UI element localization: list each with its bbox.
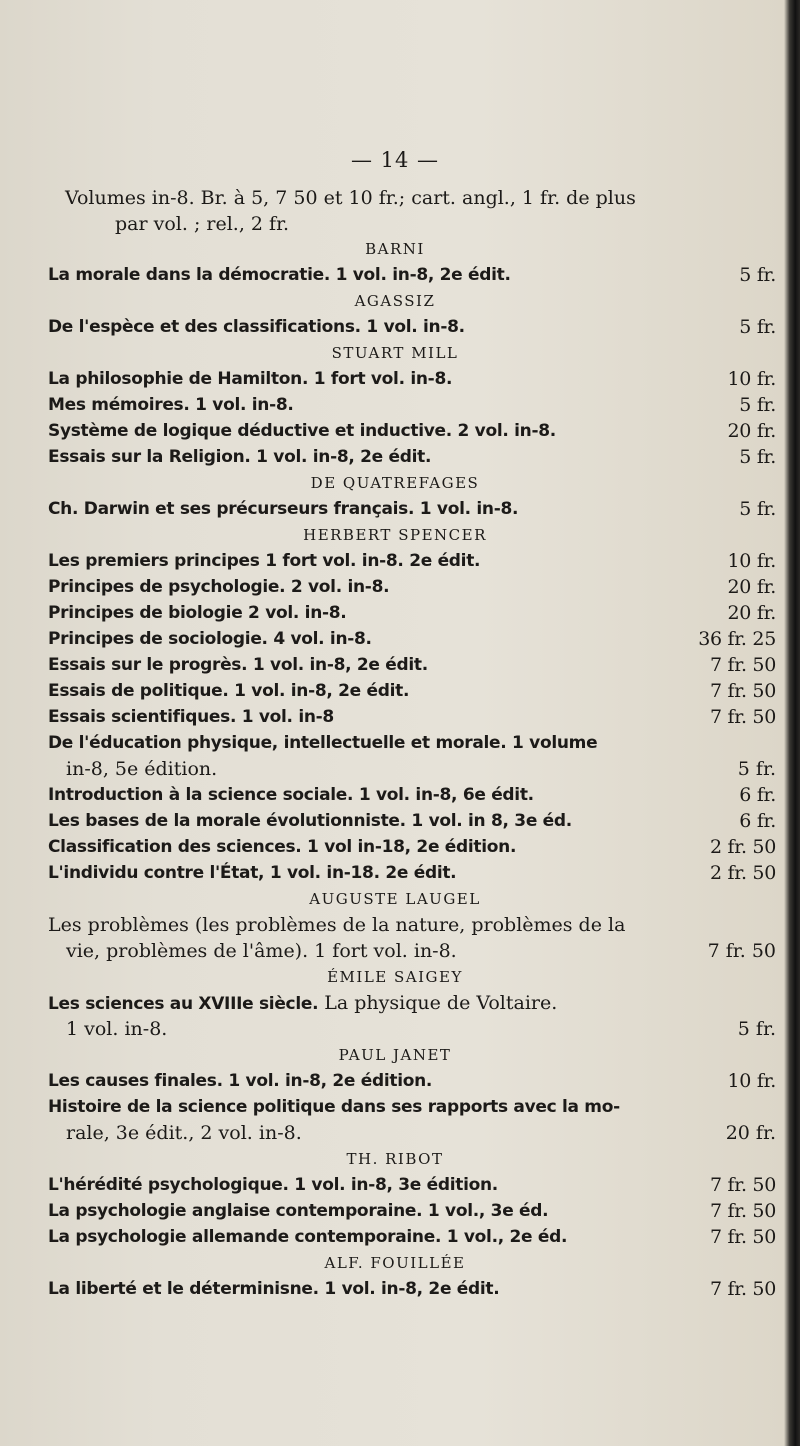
author-heading: BARNI <box>365 240 425 258</box>
catalog-entry: Ch. Darwin et ses précurseurs français. 1 vol. in-8. 5 fr. <box>48 498 776 520</box>
catalog-entry: Les premiers principes 1 fort vol. in-8. 2e édit. 10 fr. <box>48 550 776 572</box>
page-number: — 14 — <box>350 148 440 172</box>
catalog-entry: La psychologie allemande contemporaine. 1 vol., 2e éd. 7 fr. 50 <box>48 1226 776 1248</box>
author-heading: STUART MILL <box>331 344 459 362</box>
catalog-entry: Introduction à la science sociale. 1 vol. in-8, 6e édit. 6 fr. <box>48 784 776 806</box>
author-heading: HERBERT SPENCER <box>303 526 487 544</box>
catalog-entry: Les sciences au XVIIIe siècle. La physique de Voltaire. <box>48 992 558 1014</box>
catalog-entry-continuation: 1 vol. in-8. 5 fr. <box>66 1018 776 1040</box>
author-heading: AUGUSTE LAUGEL <box>309 890 481 908</box>
catalog-entry: Essais sur le progrès. 1 vol. in-8, 2e édit. 7 fr. 50 <box>48 654 776 676</box>
catalog-entry: L'hérédité psychologique. 1 vol. in-8, 3e édition. 7 fr. 50 <box>48 1174 776 1196</box>
catalog-entry: Mes mémoires. 1 vol. in-8. 5 fr. <box>48 394 776 416</box>
intro-line: Volumes in-8. Br. à 5, 7 50 et 10 fr.; cart. angl., 1 fr. de plus <box>65 187 636 209</box>
catalog-entry: La philosophie de Hamilton. 1 fort vol. in-8. 10 fr. <box>48 368 776 390</box>
catalog-entry-continuation: rale, 3e édit., 2 vol. in-8. 20 fr. <box>66 1122 776 1144</box>
catalog-entry-continuation: in-8, 5e édition. 5 fr. <box>66 758 776 780</box>
catalog-entry-continuation: vie, problèmes de l'âme). 1 fort vol. in-8. 7 fr. 50 <box>66 940 776 962</box>
catalog-entry: Les problèmes (les problèmes de la nature, problèmes de la <box>48 914 626 936</box>
author-heading: PAUL JANET <box>338 1046 452 1064</box>
author-heading: ÉMILE SAIGEY <box>327 968 463 986</box>
catalog-entry: Principes de biologie 2 vol. in-8. 20 fr. <box>48 602 776 624</box>
catalog-entry: Les causes finales. 1 vol. in-8, 2e édition. 10 fr. <box>48 1070 776 1092</box>
catalog-entry: Système de logique déductive et inductive. 2 vol. in-8. 20 fr. <box>48 420 776 442</box>
catalog-entry: Principes de psychologie. 2 vol. in-8. 20 fr. <box>48 576 776 598</box>
catalog-entry: La morale dans la démocratie. 1 vol. in-8, 2e édit. 5 fr. <box>48 264 776 286</box>
catalog-entry: Essais scientifiques. 1 vol. in-8 7 fr. 50 <box>48 706 776 728</box>
book-spine-edge <box>784 0 800 1446</box>
catalog-entry: La liberté et le déterminisne. 1 vol. in-8, 2e édit. 7 fr. 50 <box>48 1278 776 1300</box>
catalog-entry: De l'espèce et des classifications. 1 vol. in-8. 5 fr. <box>48 316 776 338</box>
author-heading: AGASSIZ <box>354 292 436 310</box>
catalog-entry: L'individu contre l'État, 1 vol. in-18. 2e édit. 2 fr. 50 <box>48 862 776 884</box>
author-heading: TH. RIBOT <box>346 1150 444 1168</box>
catalog-entry: Les bases de la morale évolutionniste. 1 vol. in 8, 3e éd. 6 fr. <box>48 810 776 832</box>
catalog-entry: Essais de politique. 1 vol. in-8, 2e édit. 7 fr. 50 <box>48 680 776 702</box>
author-heading: ALF. FOUILLÉE <box>324 1254 466 1272</box>
intro-line: par vol. ; rel., 2 fr. <box>115 213 290 235</box>
catalog-entry: Essais sur la Religion. 1 vol. in-8, 2e édit. 5 fr. <box>48 446 776 468</box>
catalog-entry: Histoire de la science politique dans ses rapports avec la mo- <box>48 1097 620 1117</box>
catalog-entry: Principes de sociologie. 4 vol. in-8. 36 fr. 25 <box>48 628 776 650</box>
catalog-entry: De l'éducation physique, intellectuelle et morale. 1 volume <box>48 733 598 753</box>
catalog-entry: La psychologie anglaise contemporaine. 1 vol., 3e éd. 7 fr. 50 <box>48 1200 776 1222</box>
author-heading: DE QUATREFAGES <box>310 474 480 492</box>
catalog-entry: Classification des sciences. 1 vol in-18, 2e édition. 2 fr. 50 <box>48 836 776 858</box>
